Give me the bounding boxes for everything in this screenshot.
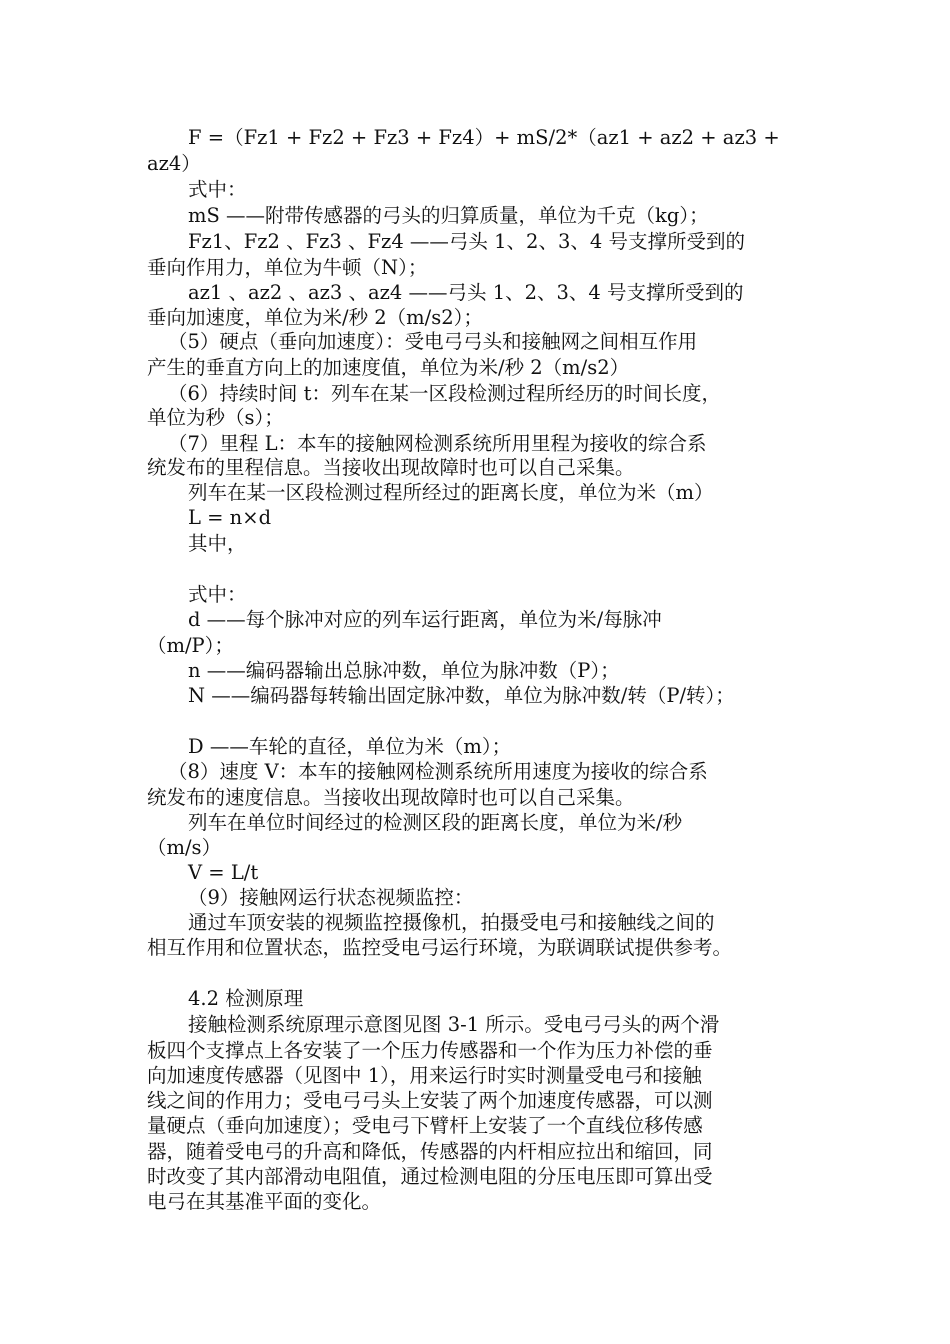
formula-force-cont: az4） (147, 152, 201, 175)
text-line: 其中， (188, 532, 247, 555)
text-line: （5）硬点（垂向加速度）：受电弓弓头和接触网之间相互作用 (168, 330, 698, 353)
text-line: 垂向作用力，单位为牛顿（N）； (147, 256, 428, 279)
text-line: 板四个支撑点上各安装了一个压力传感器和一个作为压力补偿的垂 (147, 1039, 713, 1062)
text-line: 单位为秒（s）； (147, 406, 284, 429)
text-line: mS ——附带传感器的弓头的归算质量，单位为千克（kg）； (188, 204, 709, 227)
text-line: 统发布的速度信息。当接收出现故障时也可以自己采集。 (147, 786, 635, 809)
text-line: 相互作用和位置状态，监控受电弓运行环境，为联调联试提供参考。 (147, 936, 733, 959)
text-line: 器，随着受电弓的升高和降低，传感器的内杆相应拉出和缩回，同 (147, 1140, 713, 1163)
text-line: az1 、az2 、az3 、az4 ——弓头 1、2、3、4 号支撑所受到的 (188, 281, 744, 304)
text-line: （6）持续时间 t：列车在某一区段检测过程所经历的时间长度， (168, 382, 721, 405)
text-line: 电弓在其基准平面的变化。 (147, 1190, 382, 1213)
text-line: 量硬点（垂向加速度）；受电弓下臂杆上安装了一个直线位移传感 (147, 1114, 703, 1137)
text-line: （7）里程 L：本车的接触网检测系统所用里程为接收的综合系 (168, 432, 707, 455)
text-line: 统发布的里程信息。当接收出现故障时也可以自己采集。 (147, 456, 635, 479)
text-line: （m/P）； (147, 634, 234, 657)
text-line: 列车在单位时间经过的检测区段的距离长度，单位为米/秒 (188, 811, 683, 834)
text-line: 式中： (188, 178, 247, 201)
text-line: 时改变了其内部滑动电阻值，通过检测电阻的分压电压即可算出受 (147, 1165, 713, 1188)
text-line: 接触检测系统原理示意图见图 3-1 所示。受电弓弓头的两个滑 (188, 1013, 720, 1036)
text-line: 通过车顶安装的视频监控摄像机，拍摄受电弓和接触线之间的 (188, 911, 715, 934)
text-line: 产生的垂直方向上的加速度值，单位为米/秒 2（m/s2） (147, 356, 630, 379)
formula-distance: L = n×d (188, 506, 272, 529)
formula-force: F =（Fz1 + Fz2 + Fz3 + Fz4）+ mS/2*（az1 + az2 + az3 + (188, 126, 780, 149)
text-line: 式中： (188, 583, 247, 606)
text-line: 列车在某一区段检测过程所经过的距离长度，单位为米（m） (188, 481, 714, 504)
text-line: （8）速度 V：本车的接触网检测系统所用速度为接收的综合系 (168, 760, 708, 783)
formula-speed: V = L/t (188, 861, 259, 884)
text-line: n ——编码器输出总脉冲数，单位为脉冲数（P）； (188, 659, 620, 682)
text-line: 垂向加速度，单位为米/秒 2（m/s2）； (147, 306, 483, 329)
text-line: 向加速度传感器（见图中 1），用来运行时实时测量受电弓和接触 (147, 1064, 702, 1087)
section-heading: 4.2 检测原理 (188, 987, 304, 1010)
text-line: （m/s） (147, 836, 222, 859)
text-line: Fz1、Fz2 、Fz3 、Fz4 ——弓头 1、2、3、4 号支撑所受到的 (188, 230, 745, 253)
text-line: N ——编码器每转输出固定脉冲数，单位为脉冲数/转（P/转）； (188, 684, 735, 707)
text-line: （9）接触网运行状态视频监控： (188, 886, 474, 909)
text-line: D ——车轮的直径，单位为米（m）； (188, 735, 512, 758)
text-line: 线之间的作用力；受电弓弓头上安装了两个加速度传感器，可以测 (147, 1089, 713, 1112)
text-line: d ——每个脉冲对应的列车运行距离，单位为米/每脉冲 (188, 608, 662, 631)
